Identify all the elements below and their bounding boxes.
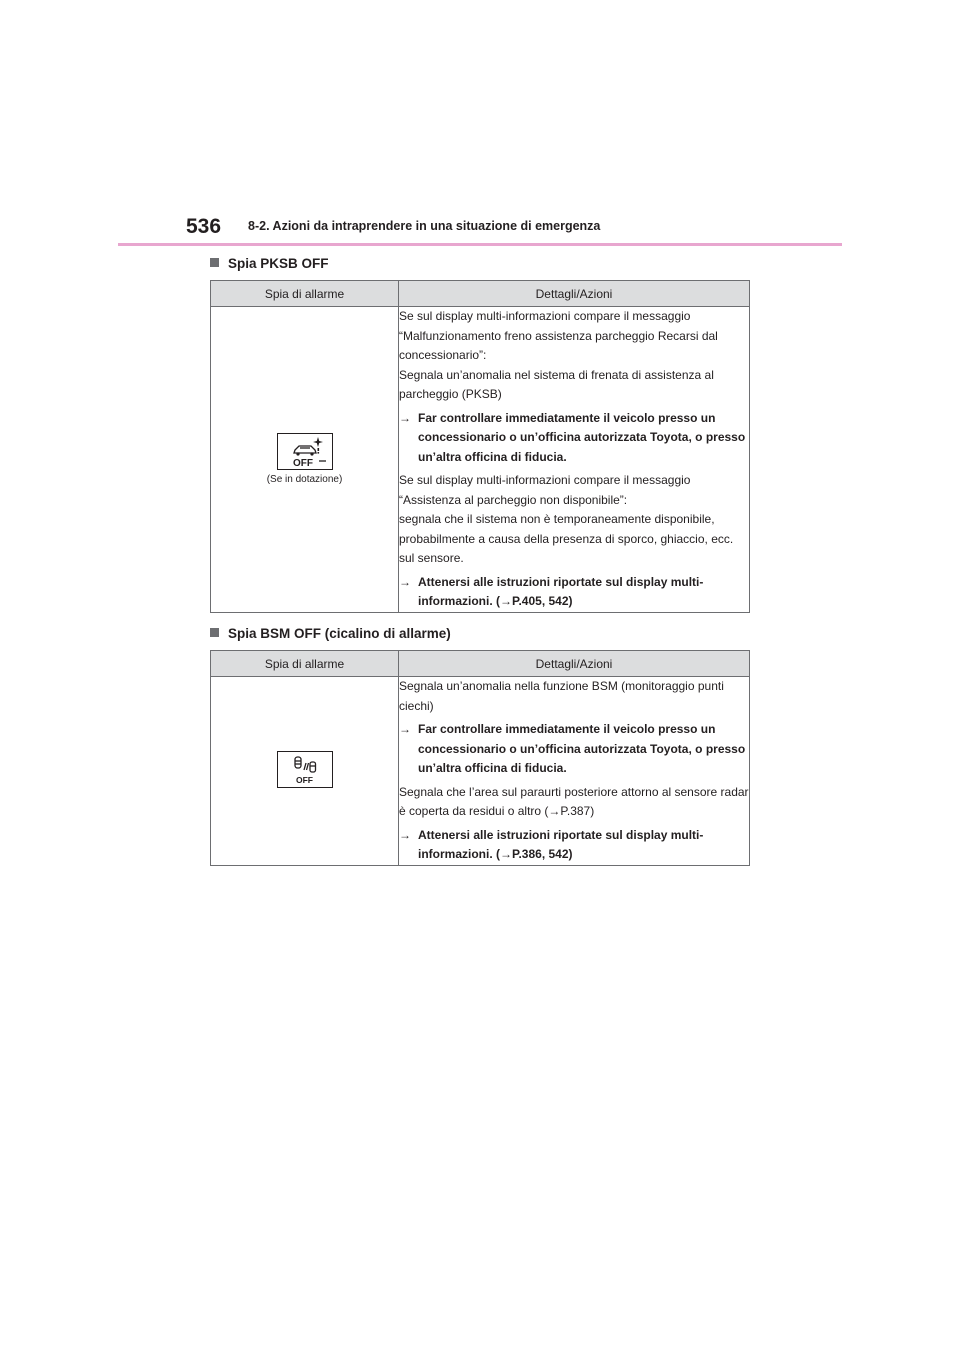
table-header-row: [211, 281, 750, 307]
action-item: [399, 409, 749, 468]
column-header-warning-light: Spia di allarme: [211, 281, 399, 307]
action-text: Far controllare immediatamente il veicolo presso un concessionario o un’officina autorizzata Toyota, o presso un’altra officina di fiducia.: [418, 722, 746, 775]
page-number: 536: [186, 215, 222, 238]
bsm-off-icon: [277, 751, 333, 788]
arrow-icon: →: [548, 804, 561, 818]
arrow-icon: →: [500, 594, 512, 608]
action-item: [399, 720, 749, 779]
bsm-warning-table: [210, 650, 750, 866]
pksb-off-icon: [277, 433, 333, 470]
action-text: Attenersi alle istruzioni riportate sul display multi-informazioni. (: [418, 574, 704, 608]
details-paragraph: Se sul display multi-informazioni compare il messaggio “Malfunzionamento freno assistenza parcheggio Recarsi dal concessionario”:: [399, 309, 718, 362]
chapter-title: 8-2. Azioni da intraprendere in una situazione di emergenza: [248, 219, 601, 233]
action-text: Far controllare immediatamente il veicolo presso un concessionario o un’officina autorizzata Toyota, o presso un’altra officina di fiducia.: [418, 410, 746, 464]
action-item: [399, 573, 749, 612]
column-header-warning-light: Spia di allarme: [211, 651, 399, 677]
section-heading-pksb-text: Spia PKSB OFF: [228, 256, 329, 271]
arrow-icon: →: [399, 722, 411, 736]
section-heading-bsm: [210, 626, 451, 641]
column-header-details: Dettagli/Azioni: [399, 651, 750, 677]
action-text: Attenersi alle istruzioni riportate sul display multi-informazioni. (: [418, 827, 704, 861]
details-paragraph: [399, 783, 749, 822]
arrow-icon: →: [500, 847, 512, 861]
equipment-note: (Se in dotazione): [266, 474, 343, 486]
header-rule: [118, 243, 842, 246]
details-paragraph: segnala che il sistema non è temporaneamente disponibile, probabilmente a causa della presenza di sporco, ghiaccio, ecc. sul sensore.: [399, 512, 734, 565]
table-row: [211, 307, 750, 613]
section-heading-pksb: [210, 256, 329, 271]
arrow-icon: →: [399, 827, 411, 842]
section-heading-bsm-text: Spia BSM OFF (cicalino di allarme): [228, 626, 451, 641]
pksb-off-label: OFF: [292, 458, 313, 470]
details-text: Segnala che l’area sul paraurti posteriore attorno al sensore radar è coperta da residui o altro (: [399, 784, 749, 818]
square-bullet-icon: [210, 628, 219, 637]
details-cell: [399, 677, 750, 866]
page-reference: P.405, 542): [512, 594, 573, 608]
details-paragraph: Segnala un’anomalia nel sistema di frenata di assistenza al parcheggio (PKSB): [399, 367, 714, 401]
warning-light-cell: [211, 677, 399, 866]
square-bullet-icon: [210, 258, 219, 267]
page-reference: P.386, 542): [512, 847, 573, 861]
pksb-warning-table: [210, 280, 750, 613]
details-paragraph: Segnala un’anomalia nella funzione BSM (monitoraggio punti ciechi): [399, 679, 724, 713]
details-paragraph: Se sul display multi-informazioni compare il messaggio “Assistenza al parcheggio non disponibile”:: [399, 473, 691, 507]
table-header-row: [211, 651, 750, 677]
bsm-off-label: OFF: [295, 774, 313, 785]
action-item: [399, 826, 749, 865]
table-row: [211, 677, 750, 866]
arrow-icon: →: [399, 410, 411, 425]
warning-light-cell: [211, 307, 399, 613]
details-cell: [399, 307, 750, 613]
column-header-details: Dettagli/Azioni: [399, 281, 750, 307]
arrow-icon: →: [399, 574, 411, 589]
page-reference: P.387): [560, 804, 595, 818]
